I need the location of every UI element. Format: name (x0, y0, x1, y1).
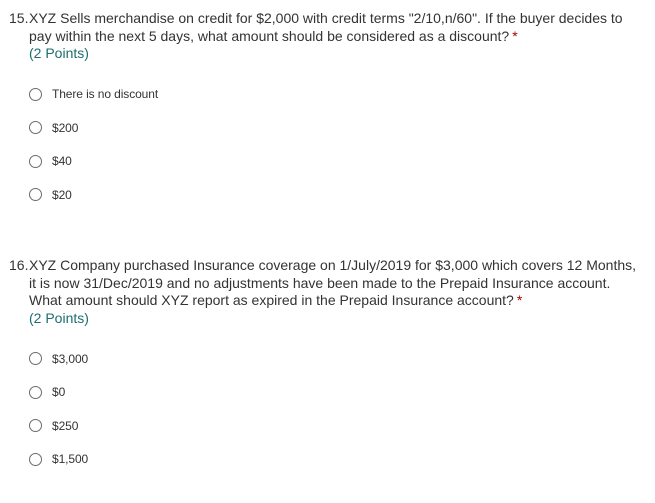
question-body (29, 10, 655, 63)
radio-button[interactable] (29, 88, 42, 101)
question-number: 16. (9, 257, 29, 273)
question-number: 15. (9, 10, 29, 26)
question-header (0, 10, 655, 63)
option-label: There is no discount (52, 87, 159, 102)
option-0[interactable] (0, 376, 655, 410)
radio-button[interactable] (29, 188, 42, 201)
radio-button[interactable] (29, 352, 42, 365)
option-there-is-no-discount[interactable] (0, 78, 655, 112)
question-points: (2 Points) (29, 45, 89, 61)
required-asterisk: * (512, 27, 518, 44)
radio-button[interactable] (29, 419, 42, 432)
required-asterisk: * (516, 292, 523, 308)
option-40[interactable] (0, 145, 655, 179)
option-label: $3,000 (52, 351, 89, 366)
option-label: $20 (52, 187, 72, 202)
question-points: (2 Points) (29, 309, 89, 326)
option-1500[interactable] (0, 443, 655, 477)
option-3000[interactable] (0, 342, 655, 376)
radio-button[interactable] (29, 386, 42, 399)
option-label: $200 (52, 120, 79, 135)
option-label: $0 (52, 385, 66, 400)
option-250[interactable] (0, 409, 655, 443)
answer-options (0, 78, 655, 212)
option-20[interactable] (0, 178, 655, 212)
radio-button[interactable] (29, 155, 42, 168)
question-16 (0, 257, 655, 476)
option-label: $250 (52, 418, 79, 433)
question-header (0, 257, 655, 327)
answer-options (0, 342, 655, 476)
option-200[interactable] (0, 111, 655, 145)
question-15 (0, 10, 655, 212)
question-text: XYZ Company purchased Insurance coverage on 1/July/2019 for $3,000 which covers 12 Months, it is now 31/Dec/2019 and no adjustments have been made to the Prepaid Insurance account. What amount should XYZ report as expired in the Prepaid Insurance account? (29, 257, 637, 308)
question-body (29, 257, 655, 327)
radio-button[interactable] (29, 121, 42, 134)
radio-button[interactable] (29, 453, 42, 466)
option-label: $1,500 (52, 452, 89, 467)
question-text: XYZ Sells merchandise on credit for $2,000 with credit terms "2/10,n/60". If the buyer decides to pay within the next 5 days, what amount should be considered as a discount? (29, 10, 623, 44)
option-label: $40 (52, 154, 72, 169)
